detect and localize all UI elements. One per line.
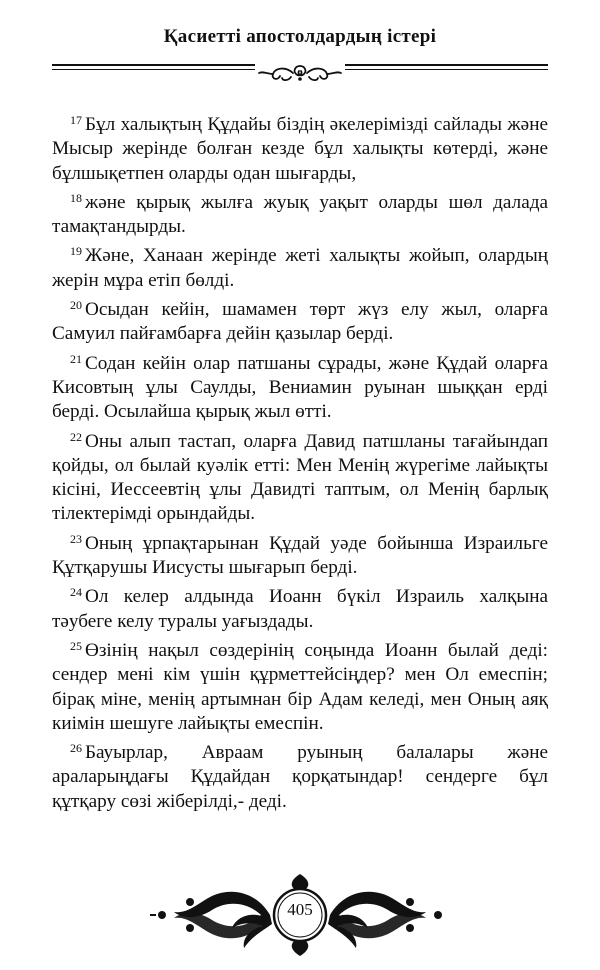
body-text bbox=[52, 113, 548, 819]
verse-text: Бұл халықтың Құдайы біздің әкелерімізді сайлады және Мысыр жерінде болған кезде бұл халықты көтерді, және бұлшықетпен оларды одан шығарды, bbox=[52, 114, 548, 184]
verse-26 bbox=[52, 741, 548, 814]
verse-text: Осыдан кейін, шамамен төрт жүз елу жыл, оларға Самуил пайғамбарға дейін қазылар берді. bbox=[52, 299, 548, 345]
verse-23 bbox=[52, 532, 548, 581]
verse-text: және қырық жылға жуық уақыт оларды шөл далада тамақтандырды. bbox=[52, 191, 548, 238]
verse-number: 22 bbox=[70, 429, 82, 444]
verse-number: 19 bbox=[70, 244, 82, 259]
verse-19 bbox=[52, 244, 548, 293]
verse-number: 20 bbox=[70, 298, 82, 313]
verse-number: 23 bbox=[70, 531, 82, 546]
verse-text: Өзінің нақыл сөздерінің соңында Иоанн былай деді: сендер мені кім үшін құрметтейсіңдер? мен Ол емеспін; бірақ міне, менің артымнан бір Адам келеді, мен Оның аяқ киімін шешуге лайықты емеспін. bbox=[52, 639, 548, 734]
verse-17 bbox=[52, 113, 548, 186]
verse-number: 17 bbox=[70, 113, 82, 127]
verse-25 bbox=[52, 639, 548, 736]
verse-number: 25 bbox=[70, 638, 82, 653]
verse-text: Содан кейін олар патшаны сұрады, және Құдай оларға Кисовтың ұлы Саулды, Вениамин руынан шыққан ерді берді. Осылайша қырық жыл өтті. bbox=[52, 352, 548, 423]
verse-text: Бауырлар, Авраам руының балалары және араларыңдағы Құдайдан қорқатындар! сендерге бұл құтқару сөзі жіберілді,- деді. bbox=[52, 742, 548, 812]
verse-text: Оны алып тастап, оларға Давид патшланы тағайындап қойды, ол былай куәлік етті: Мен Менің жүрегіме лайықты кісіні, Иессеевтің ұлы Давидті таптым, ол Менің барлық тілектерімді орындайды. bbox=[52, 430, 548, 525]
verse-text: Оның ұрпақтарынан Құдай уәде бойынша Израильге Құтқарушы Иисусты шығарып берді. bbox=[52, 532, 548, 579]
verse-24 bbox=[52, 585, 548, 634]
verse-number: 26 bbox=[70, 741, 82, 756]
running-header: Қасиетті апостолдардың істері bbox=[163, 26, 437, 47]
header-ornament-icon bbox=[255, 62, 345, 84]
verse-text: Және, Ханаан жерінде жеті халықты жойып, олардың жерін мұра етіп бөлді. bbox=[52, 245, 548, 291]
verse-21 bbox=[52, 352, 548, 425]
verse-number: 24 bbox=[70, 585, 82, 600]
page-number: 405 bbox=[287, 900, 313, 919]
verse-22 bbox=[52, 430, 548, 527]
verse-text: Ол келер алдында Иоанн бүкіл Израиль халқына тәубеге келу туралы уағыздады. bbox=[52, 586, 548, 632]
verse-number: 21 bbox=[70, 351, 82, 366]
verse-number: 18 bbox=[70, 190, 82, 205]
verse-20 bbox=[52, 298, 548, 347]
verse-18 bbox=[52, 191, 548, 240]
